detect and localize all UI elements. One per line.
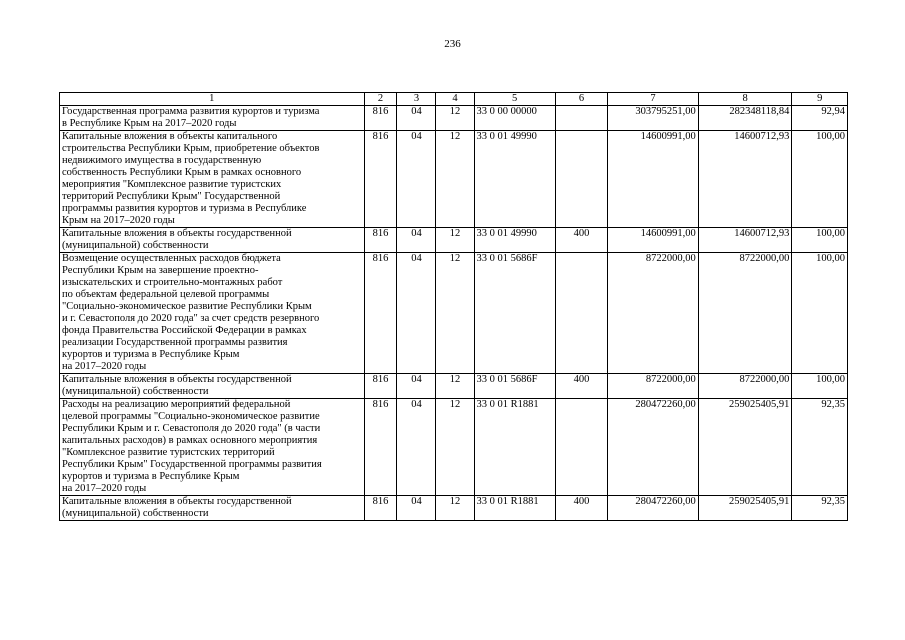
subsection-code: 12: [436, 228, 474, 253]
subsection-code: 12: [436, 399, 474, 496]
executed-amount: 8722000,00: [698, 253, 792, 374]
target-article-code: 33 0 01 5686F: [474, 374, 555, 399]
target-article-code: 33 0 01 49990: [474, 131, 555, 228]
execution-percent: 100,00: [792, 131, 848, 228]
expense-type-code: 400: [555, 496, 607, 521]
expense-type-code: [555, 399, 607, 496]
section-code: 04: [397, 253, 436, 374]
execution-percent: 92,35: [792, 399, 848, 496]
header-row: [60, 93, 848, 106]
ministry-code: 816: [364, 131, 397, 228]
execution-percent: 100,00: [792, 374, 848, 399]
section-code: 04: [397, 106, 436, 131]
table-row: [60, 131, 848, 228]
execution-percent: 100,00: [792, 253, 848, 374]
header-cell: 3: [397, 93, 436, 106]
row-description: Капитальные вложения в объекты капитального строительства Республики Крым, приобретение объектов недвижимого имущества в государственную собственность Республики Крым в рамках основного мероприятия "Комплексное развитие туристских территорий Республики Крым" Государственной программы развития курортов и туризма в Республике Крым на 2017–2020 годы: [60, 131, 365, 228]
table-row: [60, 228, 848, 253]
header-cell: 1: [60, 93, 365, 106]
table-row: [60, 399, 848, 496]
planned-amount: 303795251,00: [608, 106, 699, 131]
header-cell: 7: [608, 93, 699, 106]
section-code: 04: [397, 374, 436, 399]
row-description: Государственная программа развития курортов и туризма в Республике Крым на 2017–2020 годы: [60, 106, 365, 131]
row-description: Капитальные вложения в объекты государственной (муниципальной) собственности: [60, 228, 365, 253]
subsection-code: 12: [436, 131, 474, 228]
subsection-code: 12: [436, 106, 474, 131]
table-row: [60, 106, 848, 131]
header-cell: 5: [474, 93, 555, 106]
target-article-code: 33 0 01 5686F: [474, 253, 555, 374]
subsection-code: 12: [436, 253, 474, 374]
planned-amount: 8722000,00: [608, 374, 699, 399]
expense-type-code: 400: [555, 374, 607, 399]
executed-amount: 8722000,00: [698, 374, 792, 399]
ministry-code: 816: [364, 253, 397, 374]
table-row: [60, 374, 848, 399]
page-number: 236: [444, 38, 461, 50]
target-article-code: 33 0 01 49990: [474, 228, 555, 253]
section-code: 04: [397, 496, 436, 521]
section-code: 04: [397, 131, 436, 228]
planned-amount: 8722000,00: [608, 253, 699, 374]
target-article-code: 33 0 00 00000: [474, 106, 555, 131]
table-row: [60, 253, 848, 374]
executed-amount: 259025405,91: [698, 399, 792, 496]
target-article-code: 33 0 01 R1881: [474, 496, 555, 521]
header-cell: 8: [698, 93, 792, 106]
row-description: Возмещение осуществленных расходов бюджета Республики Крым на завершение проектно- изыскательских и строительно-монтажных работ по объектам федеральной целевой программы "Социально-экономическое развитие Республики Крым и г. Севастополя до 2020 года" за счет средств резервного фонда Правительства Российской Федерации в рамках реализации Государственной программы развития курортов и туризма в Республике Крым на 2017–2020 годы: [60, 253, 365, 374]
planned-amount: 280472260,00: [608, 496, 699, 521]
executed-amount: 14600712,93: [698, 131, 792, 228]
planned-amount: 14600991,00: [608, 131, 699, 228]
header-cell: 9: [792, 93, 848, 106]
ministry-code: 816: [364, 496, 397, 521]
executed-amount: 14600712,93: [698, 228, 792, 253]
executed-amount: 259025405,91: [698, 496, 792, 521]
execution-percent: 100,00: [792, 228, 848, 253]
execution-percent: 92,94: [792, 106, 848, 131]
ministry-code: 816: [364, 228, 397, 253]
budget-table: [59, 92, 848, 521]
executed-amount: 282348118,84: [698, 106, 792, 131]
execution-percent: 92,35: [792, 496, 848, 521]
planned-amount: 14600991,00: [608, 228, 699, 253]
header-cell: 2: [364, 93, 397, 106]
section-code: 04: [397, 228, 436, 253]
expense-type-code: [555, 131, 607, 228]
table-row: [60, 496, 848, 521]
section-code: 04: [397, 399, 436, 496]
expense-type-code: [555, 106, 607, 131]
header-cell: 4: [436, 93, 474, 106]
row-description: Капитальные вложения в объекты государственной (муниципальной) собственности: [60, 374, 365, 399]
ministry-code: 816: [364, 106, 397, 131]
subsection-code: 12: [436, 374, 474, 399]
subsection-code: 12: [436, 496, 474, 521]
target-article-code: 33 0 01 R1881: [474, 399, 555, 496]
planned-amount: 280472260,00: [608, 399, 699, 496]
ministry-code: 816: [364, 374, 397, 399]
expense-type-code: 400: [555, 228, 607, 253]
row-description: Расходы на реализацию мероприятий федеральной целевой программы "Социально-экономическое развитие Республики Крым и г. Севастополя до 2020 года" (в части капитальных расходов) в рамках основного мероприятия "Комплексное развитие туристских территорий Республики Крым" Государственной программы развития курортов и туризма в Республике Крым на 2017–2020 годы: [60, 399, 365, 496]
ministry-code: 816: [364, 399, 397, 496]
row-description: Капитальные вложения в объекты государственной (муниципальной) собственности: [60, 496, 365, 521]
expense-type-code: [555, 253, 607, 374]
header-cell: 6: [555, 93, 607, 106]
